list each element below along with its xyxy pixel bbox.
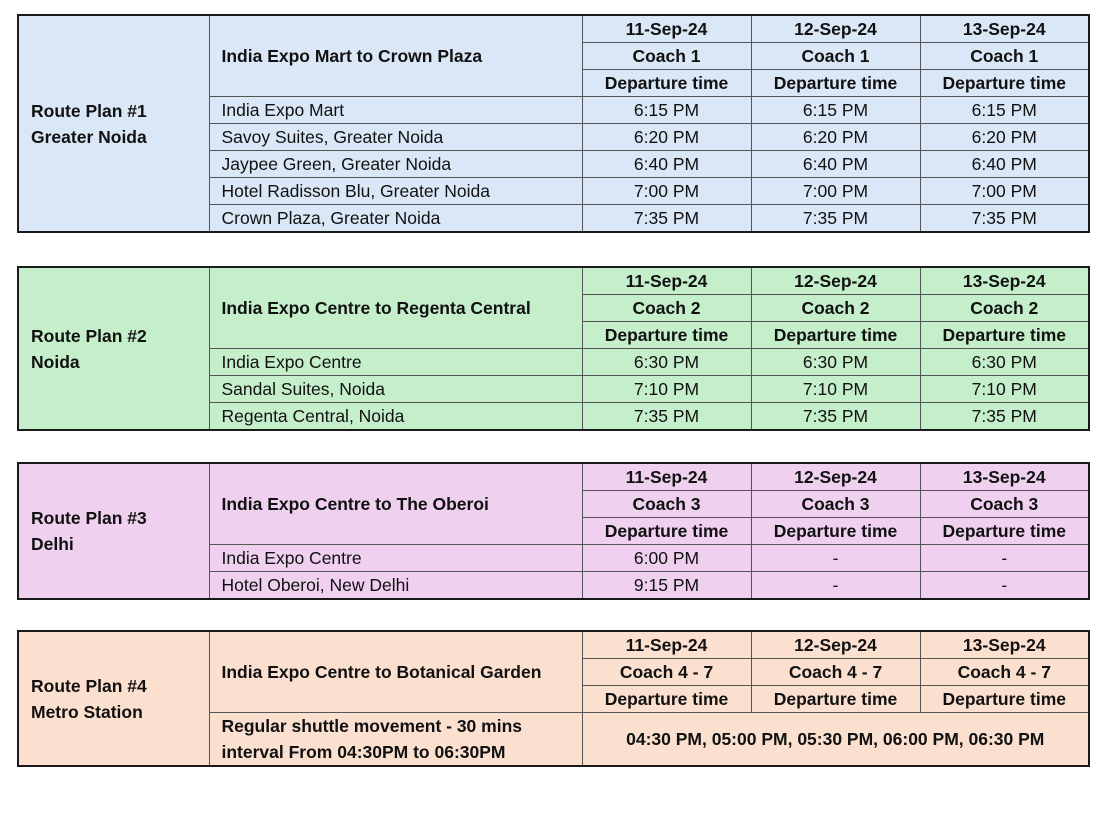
route-plan-label — [18, 15, 209, 232]
departure-time-header: Departure time — [920, 322, 1089, 349]
stop-name: Crown Plaza, Greater Noida — [209, 205, 582, 233]
departure-time: 7:35 PM — [920, 403, 1089, 431]
stop-name: India Expo Centre — [209, 349, 582, 376]
departure-time: 7:35 PM — [582, 403, 751, 431]
stop-name: India Expo Mart — [209, 97, 582, 124]
departure-time: 7:35 PM — [582, 205, 751, 233]
stop-name: Sandal Suites, Noida — [209, 376, 582, 403]
date-header: 11-Sep-24 — [582, 15, 751, 43]
plan-area: Greater Noida — [31, 126, 147, 147]
departure-time: 6:20 PM — [751, 124, 920, 151]
stop-name: India Expo Centre — [209, 545, 582, 572]
date-header: 13-Sep-24 — [920, 15, 1089, 43]
coach-header: Coach 1 — [582, 43, 751, 70]
departure-time-header: Departure time — [751, 70, 920, 97]
date-header: 12-Sep-24 — [751, 463, 920, 491]
stop-name: Jaypee Green, Greater Noida — [209, 151, 582, 178]
departure-time-header: Departure time — [751, 686, 920, 713]
departure-time-header: Departure time — [582, 518, 751, 545]
departure-time: 7:00 PM — [582, 178, 751, 205]
plan-number: Route Plan #1 — [31, 100, 147, 121]
coach-header: Coach 3 — [920, 491, 1089, 518]
departure-time: 7:00 PM — [920, 178, 1089, 205]
departure-time: 7:35 PM — [751, 403, 920, 431]
date-header: 13-Sep-24 — [920, 267, 1089, 295]
route-plan-label — [18, 267, 209, 430]
plan-area: Delhi — [31, 534, 74, 554]
coach-header: Coach 1 — [751, 43, 920, 70]
plan-area: Metro Station — [31, 701, 143, 722]
route-plan-label — [18, 463, 209, 599]
departure-time: 7:35 PM — [920, 205, 1089, 233]
coach-header: Coach 4 - 7 — [920, 659, 1089, 686]
date-header: 11-Sep-24 — [582, 267, 751, 295]
departure-time-header: Departure time — [582, 70, 751, 97]
stop-name: Hotel Radisson Blu, Greater Noida — [209, 178, 582, 205]
departure-time-header: Departure time — [751, 322, 920, 349]
coach-header: Coach 3 — [582, 491, 751, 518]
date-header: 11-Sep-24 — [582, 631, 751, 659]
stop-name: Regenta Central, Noida — [209, 403, 582, 431]
coach-header: Coach 2 — [920, 295, 1089, 322]
plan-number: Route Plan #2 — [31, 325, 147, 346]
plan-number: Route Plan #4 — [31, 675, 147, 696]
departure-time-header: Departure time — [582, 686, 751, 713]
date-header: 11-Sep-24 — [582, 463, 751, 491]
date-header: 13-Sep-24 — [920, 463, 1089, 491]
shuttle-description — [209, 713, 582, 767]
departure-time: 6:40 PM — [582, 151, 751, 178]
departure-time: 6:00 PM — [582, 545, 751, 572]
date-header: 12-Sep-24 — [751, 15, 920, 43]
departure-time: 6:15 PM — [751, 97, 920, 124]
departure-time: 7:10 PM — [582, 376, 751, 403]
departure-time: 6:20 PM — [582, 124, 751, 151]
date-header: 12-Sep-24 — [751, 267, 920, 295]
coach-header: Coach 2 — [751, 295, 920, 322]
departure-time-header: Departure time — [920, 518, 1089, 545]
route-plan-label — [18, 631, 209, 766]
route-plan-2-table — [17, 266, 1090, 431]
plan-area: Noida — [31, 351, 80, 372]
departure-time: - — [920, 572, 1089, 600]
departure-time: 7:10 PM — [751, 376, 920, 403]
plan-number: Route Plan #3 — [31, 508, 147, 528]
coach-header: Coach 3 — [751, 491, 920, 518]
shuttle-description-line: interval From 04:30PM to 06:30PM — [221, 742, 506, 762]
route-name: India Expo Centre to Regenta Central — [209, 267, 582, 349]
route-name: India Expo Mart to Crown Plaza — [209, 15, 582, 97]
departure-time: 6:30 PM — [751, 349, 920, 376]
date-header: 13-Sep-24 — [920, 631, 1089, 659]
departure-time: 9:15 PM — [582, 572, 751, 600]
departure-time: 7:00 PM — [751, 178, 920, 205]
departure-time: - — [751, 572, 920, 600]
departure-time: 6:30 PM — [920, 349, 1089, 376]
departure-time: 7:35 PM — [751, 205, 920, 233]
departure-time: 7:10 PM — [920, 376, 1089, 403]
departure-time: - — [751, 545, 920, 572]
departure-time-header: Departure time — [920, 686, 1089, 713]
departure-time: 6:15 PM — [920, 97, 1089, 124]
departure-time: - — [920, 545, 1089, 572]
shuttle-times: 04:30 PM, 05:00 PM, 05:30 PM, 06:00 PM, 06:30 PM — [582, 713, 1089, 767]
route-name: India Expo Centre to The Oberoi — [209, 463, 582, 545]
stop-name: Hotel Oberoi, New Delhi — [209, 572, 582, 600]
departure-time: 6:20 PM — [920, 124, 1089, 151]
route-plan-1-table — [17, 14, 1090, 233]
departure-time-header: Departure time — [751, 518, 920, 545]
route-name: India Expo Centre to Botanical Garden — [209, 631, 582, 713]
departure-time-header: Departure time — [582, 322, 751, 349]
departure-time: 6:15 PM — [582, 97, 751, 124]
departure-time: 6:40 PM — [920, 151, 1089, 178]
coach-header: Coach 4 - 7 — [751, 659, 920, 686]
departure-time: 6:40 PM — [751, 151, 920, 178]
route-plan-4-table — [17, 630, 1090, 767]
coach-header: Coach 1 — [920, 43, 1089, 70]
date-header: 12-Sep-24 — [751, 631, 920, 659]
coach-header: Coach 4 - 7 — [582, 659, 751, 686]
stop-name: Savoy Suites, Greater Noida — [209, 124, 582, 151]
departure-time-header: Departure time — [920, 70, 1089, 97]
shuttle-description-line: Regular shuttle movement - 30 mins — [221, 716, 522, 736]
coach-header: Coach 2 — [582, 295, 751, 322]
departure-time: 6:30 PM — [582, 349, 751, 376]
route-plan-3-table — [17, 462, 1090, 600]
